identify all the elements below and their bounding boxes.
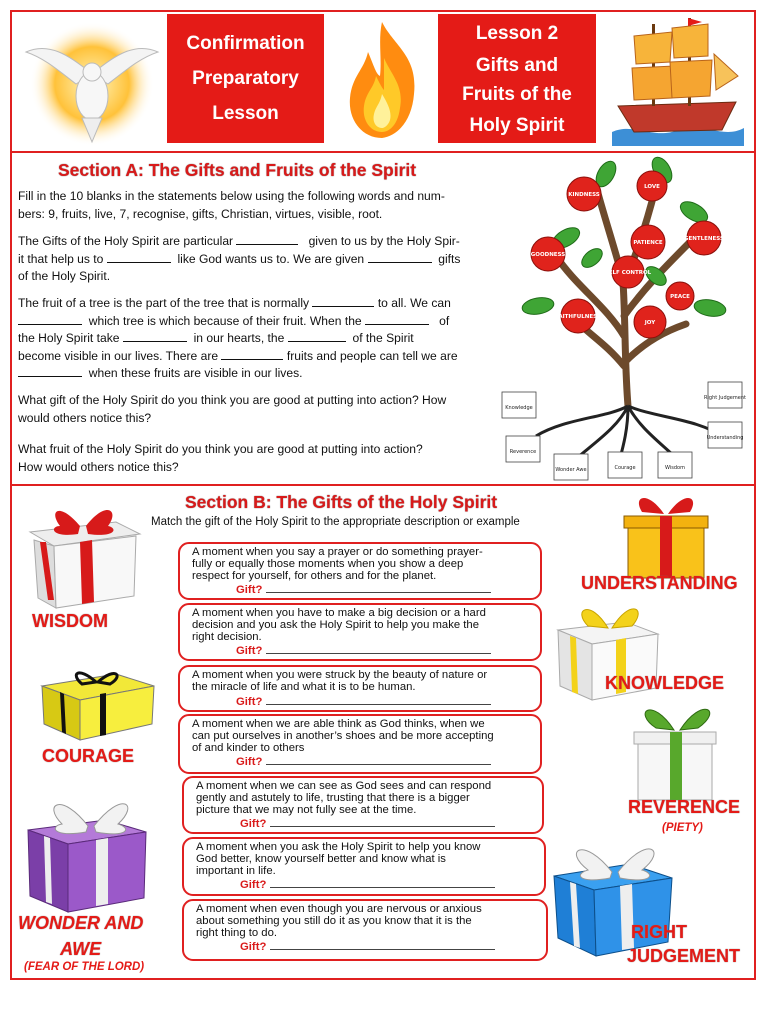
box-wonder-awe: Wonder Awe xyxy=(555,467,587,473)
card-line: decision and you ask the Holy Spirit to help you make the xyxy=(192,618,479,631)
label-wisdom: WISDOM xyxy=(32,611,108,631)
fruit-joy: JOY xyxy=(644,320,656,326)
lesson-line-2: Gifts and xyxy=(475,55,559,76)
blank-1[interactable] xyxy=(236,233,298,245)
text: fruits and people can tell we are xyxy=(286,348,458,363)
section-b-title: Section B: The Gifts of the Holy Spirit xyxy=(185,492,498,512)
box-courage: Courage xyxy=(614,465,636,471)
title-line-2: Preparatory xyxy=(192,68,299,89)
instructions-line: bers: 9, fruits, live, 7, recognise, gifts, Christian, virtues, visible, root. xyxy=(18,206,383,221)
lesson-line-1: Lesson 2 xyxy=(475,23,559,44)
yellow-gift-icon xyxy=(36,662,162,742)
card-line: A moment when you ask the Holy Spirit to help you know xyxy=(196,841,481,853)
box-wisdom: Wisdom xyxy=(665,465,685,471)
flame-icon xyxy=(328,16,436,144)
card-line: gently and astutely to life, trusting that there is a bigger xyxy=(196,791,470,804)
fruit-peace: PEACE xyxy=(670,294,690,300)
title-banner xyxy=(167,14,324,143)
description-card xyxy=(178,603,542,661)
card-line: A moment when we are able think as God thinks, when we xyxy=(192,718,485,730)
description-card xyxy=(178,542,542,600)
text: of the Holy Spirit. xyxy=(18,269,111,283)
description-card xyxy=(182,776,544,834)
text: which tree is which because of their fruit. When the xyxy=(88,313,362,328)
question-line: What fruit of the Holy Spirit do you think you are good at putting into action? xyxy=(18,442,423,456)
card-line: picture that we may not fully see at the time. xyxy=(196,803,417,816)
text: given to us by the Holy Spir- xyxy=(308,234,460,248)
text: when these fruits are visible in our lives. xyxy=(88,366,303,380)
card-line: A moment when you were struck by the beauty of nature or xyxy=(192,669,488,681)
fruit-tree-illustration xyxy=(496,156,754,482)
blank-4[interactable] xyxy=(312,295,374,307)
ship-icon xyxy=(604,14,750,148)
question-line: What gift of the Holy Spirit do you think you are good at putting into action? How xyxy=(18,393,447,407)
card-line: about something you still do it as you know that it is the xyxy=(196,914,472,927)
gift-prompt: Gift? xyxy=(240,818,267,831)
box-right-judgement: Right Judgement xyxy=(704,395,746,401)
text: it that help us to xyxy=(18,251,104,266)
blank-3[interactable] xyxy=(368,251,432,263)
text: in our hearts, the xyxy=(193,331,285,345)
card-line: of and kinder to others xyxy=(192,741,305,754)
question-fruit xyxy=(18,441,423,476)
text: The fruit of a tree is the part of the tree that is normally xyxy=(18,296,310,310)
card-line: important in life. xyxy=(196,864,276,877)
box-reverence: Reverence xyxy=(509,449,537,455)
section-a-title: Section A: The Gifts and Fruits of the Spirit xyxy=(58,160,417,180)
card-line: the miracle of life and what it is to be human. xyxy=(192,680,416,693)
fruit-goodness: GOODNESS xyxy=(530,252,566,258)
label-wonder-line-2: AWE xyxy=(60,939,102,959)
card-line: respect for yourself, for others and for the planet. xyxy=(192,569,437,582)
section-b-subtitle: Match the gift of the Holy Spirit to the appropriate description or example xyxy=(151,516,520,528)
lesson-banner xyxy=(438,14,596,143)
card-line: God better, know yourself better and know what is xyxy=(196,852,446,865)
gift-answer-line[interactable] xyxy=(270,817,495,827)
gift-prompt: Gift? xyxy=(236,645,263,658)
gift-answer-line[interactable] xyxy=(270,878,495,888)
label-understanding: UNDERSTANDING xyxy=(581,573,738,593)
white-gift-green-ribbon-icon xyxy=(626,696,732,804)
text: of the Spirit xyxy=(352,331,414,345)
blank-5[interactable] xyxy=(18,313,82,325)
question-line: How would others notice this? xyxy=(18,459,179,474)
title-line-1: Confirmation xyxy=(186,33,305,54)
card-line: right decision. xyxy=(192,630,262,643)
purple-gift-icon xyxy=(22,786,152,916)
paragraph-gifts xyxy=(18,233,460,286)
header-divider xyxy=(10,151,756,153)
gift-answer-line[interactable] xyxy=(266,644,491,654)
lesson-line-4: Holy Spirit xyxy=(469,115,565,136)
fruit-faithfulness: FAITHFULNESS xyxy=(555,314,601,320)
card-line: right thing to do. xyxy=(196,926,278,939)
paragraph-fruits xyxy=(18,295,458,383)
gold-gift-red-ribbon-icon xyxy=(618,488,714,580)
text: The Gifts of the Holy Spirit are particular xyxy=(18,234,234,248)
section-divider xyxy=(10,484,756,486)
title-line-3: Lesson xyxy=(212,103,279,124)
card-line: fully or equally those moments when you show a deep xyxy=(192,557,464,570)
label-knowledge: KNOWLEDGE xyxy=(605,673,724,693)
gift-prompt: Gift? xyxy=(236,695,263,708)
card-line: can put ourselves in another’s shoes and be more accepting xyxy=(192,729,494,742)
label-piety: (PIETY) xyxy=(662,822,703,834)
gift-prompt: Gift? xyxy=(236,756,263,769)
label-wonder-line-1: WONDER AND xyxy=(18,913,144,933)
gift-answer-line[interactable] xyxy=(270,940,495,950)
label-reverence: REVERENCE xyxy=(628,797,741,817)
box-understanding: Understanding xyxy=(706,435,744,441)
fruit-love: LOVE xyxy=(644,184,660,190)
gift-answer-line[interactable] xyxy=(266,695,491,705)
description-card xyxy=(182,837,546,896)
text: gifts xyxy=(438,251,461,266)
label-courage: COURAGE xyxy=(42,746,135,766)
text: like God wants us to. We are given xyxy=(177,251,365,266)
blank-9[interactable] xyxy=(221,348,283,360)
instructions-line: Fill in the 10 blanks in the statements below using the following words and num- xyxy=(18,189,445,203)
gift-answer-line[interactable] xyxy=(266,755,491,765)
label-right-judgement xyxy=(627,920,740,968)
blank-7[interactable] xyxy=(123,330,187,342)
gift-prompt: Gift? xyxy=(240,879,267,892)
card-line: A moment when you have to make a big decision or a hard xyxy=(192,607,486,619)
blank-10[interactable] xyxy=(18,365,82,377)
question-gift xyxy=(18,392,446,427)
label-right-line-1: RIGHT xyxy=(631,922,687,942)
label-fear-of-the-lord: (FEAR OF THE LORD) xyxy=(24,961,145,973)
description-card xyxy=(178,665,542,712)
text: of xyxy=(439,313,450,328)
fruit-patience: PATIENCE xyxy=(633,240,663,246)
white-gift-red-ribbon-icon xyxy=(20,496,148,610)
card-line: A moment when even though you are nervous or anxious xyxy=(196,903,482,915)
fruit-self-control: SELF CONTROL xyxy=(604,270,652,276)
blank-6[interactable] xyxy=(365,313,429,325)
blank-8[interactable] xyxy=(288,330,346,342)
lesson-line-3: Fruits of the xyxy=(462,84,572,105)
fruit-kindness: KINDNESS xyxy=(568,192,600,198)
dove-icon xyxy=(18,14,166,148)
label-right-line-2: JUDGEMENT xyxy=(627,946,741,966)
instructions xyxy=(18,188,445,223)
question-line: would others notice this? xyxy=(18,410,152,425)
description-card xyxy=(178,714,542,774)
gift-prompt: Gift? xyxy=(236,584,263,597)
blank-2[interactable] xyxy=(107,251,171,263)
box-knowledge: Knowledge xyxy=(505,405,533,411)
text: become visible in our lives. There are xyxy=(18,348,219,363)
gift-answer-line[interactable] xyxy=(266,583,491,593)
fruit-gentleness: GENTLENESS xyxy=(684,236,724,242)
card-line: A moment when we can see as God sees and can respond xyxy=(196,780,492,792)
gift-prompt: Gift? xyxy=(240,941,267,954)
label-wonder-and-awe xyxy=(18,910,143,962)
text: the Holy Spirit take xyxy=(18,331,120,345)
text: to all. We can xyxy=(377,296,451,310)
description-card xyxy=(182,899,548,961)
card-line: A moment when you say a prayer or do something prayer- xyxy=(192,546,483,558)
